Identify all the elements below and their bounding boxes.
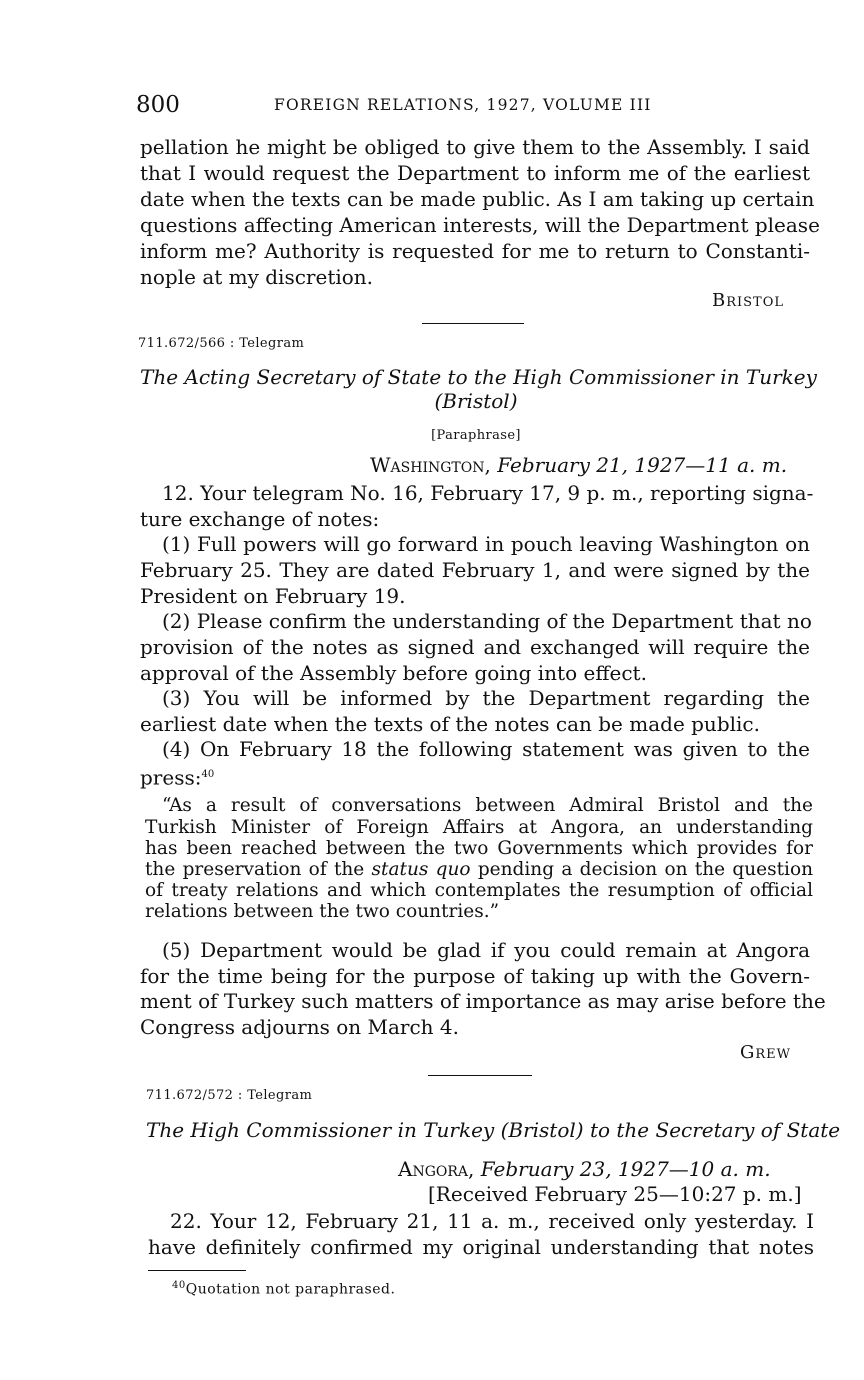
page-number: 800 — [136, 92, 180, 118]
quote-line: relations between the two countries.” — [145, 901, 500, 922]
footnote — [172, 1280, 395, 1298]
footnote-text: Quotation not paraphrased. — [185, 1281, 396, 1298]
quote-line: “As a result of conversations between Admiral Bristol and the — [162, 795, 813, 816]
text-line: Congress adjourns on March 4. — [140, 1015, 459, 1039]
quote-text: pending a decision on the question — [477, 859, 813, 880]
dateline-place: Angora, — [398, 1157, 475, 1181]
text-line: that I would request the Department to inform me of the earliest — [140, 161, 810, 185]
dateline-place: Washington, — [370, 453, 491, 477]
section-divider — [422, 323, 524, 324]
document-title: The Acting Secretary of State to the High Commissioner in Turkey — [140, 365, 817, 389]
text-line: inform me? Authority is requested for me to return to Constanti- — [140, 239, 810, 263]
document-title-addressee: (Bristol) — [434, 389, 518, 413]
quote-line: Turkish Minister of Foreign Affairs at Angora, an understanding — [145, 817, 813, 838]
signature-grew: Grew — [740, 1042, 792, 1063]
text-line: (3) You will be informed by the Department regarding the — [162, 686, 810, 710]
text-line: for the time being for the purpose of taking up with the Govern- — [140, 964, 810, 988]
signature-bristol: Bristol — [712, 290, 785, 311]
text-line: (4) On February 18 the following statement was given to the — [162, 737, 810, 761]
running-title: FOREIGN RELATIONS, 1927, VOLUME III — [274, 96, 652, 114]
footnote-ref: 40 — [201, 769, 215, 780]
quote-line: of treaty relations and which contemplates the resumption of official — [145, 880, 813, 901]
file-number: 711.672/572 : Telegram — [146, 1088, 313, 1103]
text-line-press — [140, 762, 810, 791]
text-line: ture exchange of notes: — [140, 507, 380, 531]
press-label: press: — [140, 765, 202, 790]
text-line: pellation he might be obliged to give them to the Assembly. I said — [140, 135, 810, 159]
text-line: (2) Please confirm the understanding of the Department that no — [162, 609, 812, 633]
section-divider — [428, 1075, 532, 1076]
dateline-date: February 23, 1927—10 a. m. — [480, 1157, 771, 1181]
text-line: 12. Your telegram No. 16, February 17, 9 p. m., reporting signa- — [162, 481, 814, 505]
quote-italic: status quo — [371, 859, 471, 880]
text-line: President on February 19. — [140, 584, 406, 608]
text-line: ment of Turkey such matters of importance as may arise before the — [140, 989, 826, 1013]
quote-line: has been reached between the two Governments which provides for — [145, 838, 813, 859]
text-line: nople at my discretion. — [140, 265, 374, 289]
text-line: date when the texts can be made public. As I am taking up certain — [140, 187, 815, 211]
text-line: (5) Department would be glad if you could remain at Angora — [162, 938, 810, 962]
text-line: February 25. They are dated February 1, and were signed by the — [140, 558, 810, 582]
document-title: The High Commissioner in Turkey (Bristol) to the Secretary of State — [146, 1118, 841, 1142]
text-line: approval of the Assembly before going into effect. — [140, 661, 647, 685]
text-line: have definitely confirmed my original understanding that notes — [148, 1235, 814, 1259]
dateline — [398, 1157, 771, 1181]
paraphrase-label: [Paraphrase] — [431, 428, 521, 443]
dateline-date: February 21, 1927—11 a. m. — [497, 453, 788, 477]
quote-text: the preservation of the — [145, 859, 365, 880]
text-line: questions affecting American interests, will the Department please — [140, 213, 820, 237]
received-note: [Received February 25—10:27 p. m.] — [428, 1182, 802, 1206]
file-number: 711.672/566 : Telegram — [138, 336, 305, 351]
dateline — [370, 453, 787, 477]
text-line: earliest date when the texts of the notes can be made public. — [140, 712, 760, 736]
text-line: provision of the notes as signed and exchanged will require the — [140, 635, 810, 659]
footnote-divider — [148, 1270, 246, 1271]
text-line: (1) Full powers will go forward in pouch leaving Washington on — [162, 532, 810, 556]
quote-line — [145, 859, 813, 881]
text-line: 22. Your 12, February 21, 11 a. m., received only yesterday. I — [170, 1209, 814, 1233]
footnote-marker: 40 — [172, 1280, 186, 1291]
